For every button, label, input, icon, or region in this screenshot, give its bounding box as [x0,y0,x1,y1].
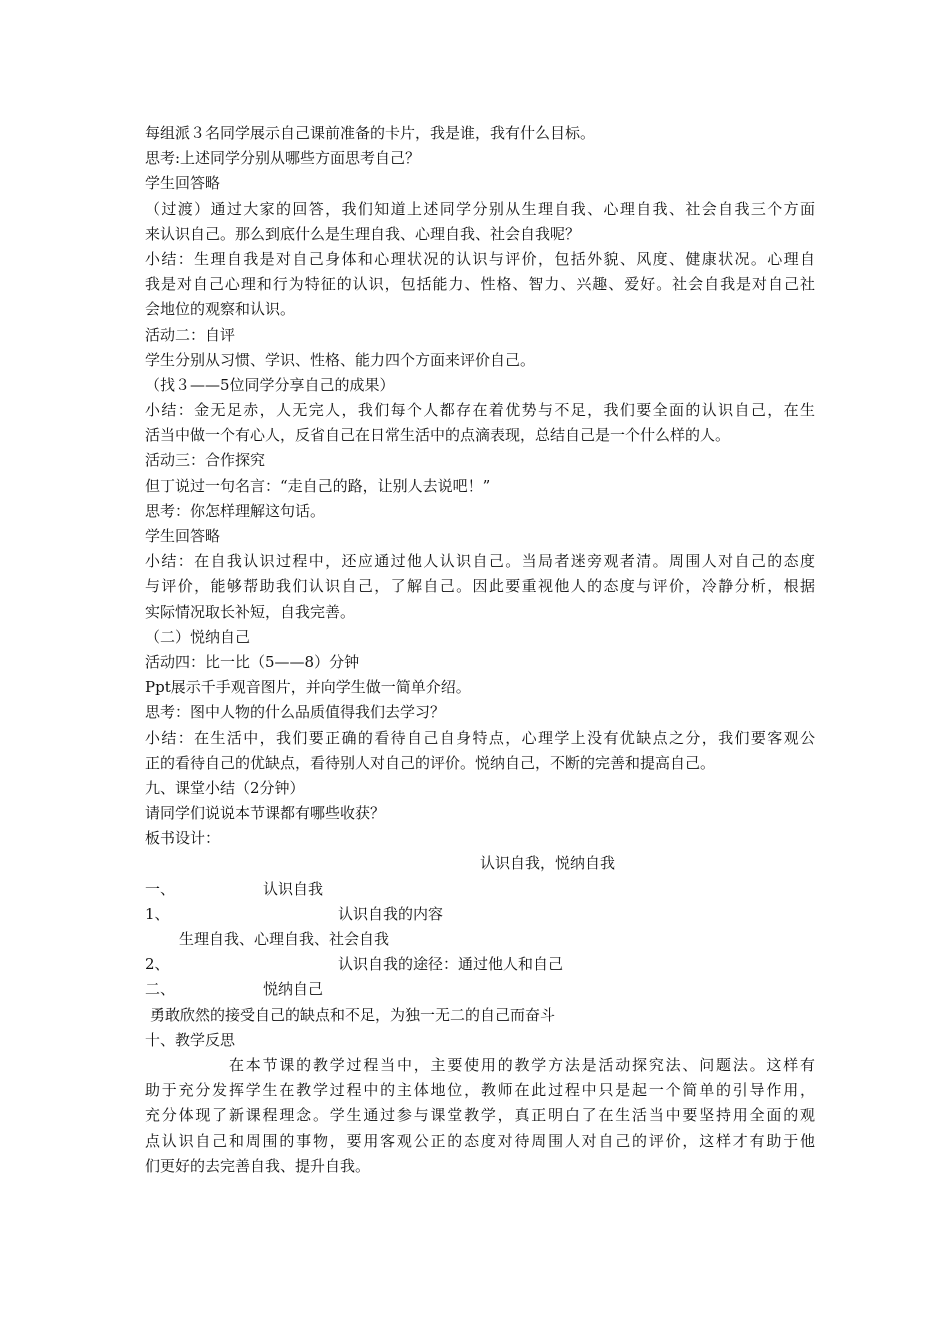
board-number: 二、 [145,980,176,999]
text-line: Ppt展示千手观音图片，并向学生做一简单介绍。 [145,678,471,697]
board-text: 认识自我的途径：通过他人和自己 [338,955,564,974]
text-line: 板书设计： [145,829,221,848]
board-line [145,977,815,1002]
board-title: 认识自我，悦纳自我 [480,854,616,873]
text-line: 实际情况取长补短，自我完善。 [145,602,356,621]
section-heading: 十、教学反思 [145,1030,236,1049]
text-line: 但丁说过一句名言：“走自己的路，让别人去说吧！” [145,476,491,495]
board-line: 生理自我、心理自我、社会自我 [179,930,390,948]
section-heading: （二）悦纳自己 [145,627,251,646]
text-line: 思考:上述同学分别从哪些方面思考自己？ [145,149,421,168]
text-line: 小结：在生活中，我们要正确的看待自己自身特点，心理学上没有优缺点之分，我们要客观公 [145,728,815,747]
text-line: 我是对自己心理和行为特征的认识，包括能力、性格、智力、兴趣、爱好。社会自我是对自己社 [145,275,815,294]
text-line: 充分体现了新课程理念。学生通过参与课堂教学，真正明白了在生活当中要坚持用全面的观 [145,1106,815,1125]
text-line: 活当中做一个有心人，反省自己在日常生活中的点滴表现，总结自己是一个什么样的人。 [145,426,731,445]
text-line: 思考：你怎样理解这句话。 [145,501,326,520]
document-body [145,121,815,1179]
text-line: 点认识自己和周围的事物，要用客观公正的态度对待周围人对自己的评价，这样才有助于他 [145,1131,815,1150]
text-line: 来认识自己。那么到底什么是生理自我、心理自我、社会自我呢？ [145,224,581,243]
text-line: 小结：金无足赤，人无完人，我们每个人都存在着优势与不足，我们要全面的认识自己，在生 [145,401,815,420]
text-line: 们更好的去完善自我、提升自我。 [145,1156,371,1175]
section-heading: 活动二：自评 [145,325,236,344]
text-line: （过渡）通过大家的回答，我们知道上述同学分别从生理自我、心理自我、社会自我三个方面 [145,199,815,218]
text-line: 小结：在自我认识过程中，还应通过他人认识自己。当局者迷旁观者清。周围人对自己的态度 [145,552,815,571]
board-text: 认识自我 [263,879,324,898]
board-line [145,877,815,902]
board-number: 一、 [145,879,176,898]
text-line: 思考：图中人物的什么品质值得我们去学习？ [145,703,446,722]
text-line: 助于充分发挥学生在教学过程中的主体地位，教师在此过程中只是起一个简单的引导作用， [145,1081,815,1100]
section-heading: 活动四：比一比（5——8）分钟 [145,652,360,671]
board-number: 1、 [145,904,170,923]
text-line: 会地位的观察和认识。 [145,300,296,319]
section-heading: 活动三：合作探究 [145,451,266,470]
text-line: 学生分别从习惯、学识、性格、能力四个方面来评价自己。 [145,350,536,369]
text-line: 请同学们说说本节课都有哪些收获？ [145,804,386,823]
board-number: 2、 [145,955,170,974]
board-line [145,952,815,977]
text-line: （找３——5位同学分享自己的成果） [145,375,395,394]
text-line: 学生回答略 [145,174,221,193]
board-text: 悦纳自己 [263,980,324,999]
board-line: 勇敢欣然的接受自己的缺点和不足，为独一无二的自己而奋斗 [150,1005,556,1024]
board-line [145,902,815,927]
text-line: 学生回答略 [145,527,221,545]
text-line: 与评价，能够帮助我们认识自己，了解自己。因此要重视他人的态度与评价，冷静分析，根据 [145,577,815,596]
text-line: 正的看待自己的优缺点，看待别人对自己的评价。悦纳自己，不断的完善和提高自己。 [145,753,716,772]
text-line: 在本节课的教学过程当中，主要使用的教学方法是活动探究法、问题法。这样有 [229,1055,815,1074]
text-line: 小结：生理自我是对自己身体和心理状况的认识与评价，包括外貌、风度、健康状况。心理自 [145,249,815,268]
section-heading: 九、课堂小结（2分钟） [145,778,305,797]
text-line: 每组派３名同学展示自己课前准备的卡片，我是谁，我有什么目标。 [145,124,596,142]
board-text: 认识自我的内容 [338,904,444,923]
